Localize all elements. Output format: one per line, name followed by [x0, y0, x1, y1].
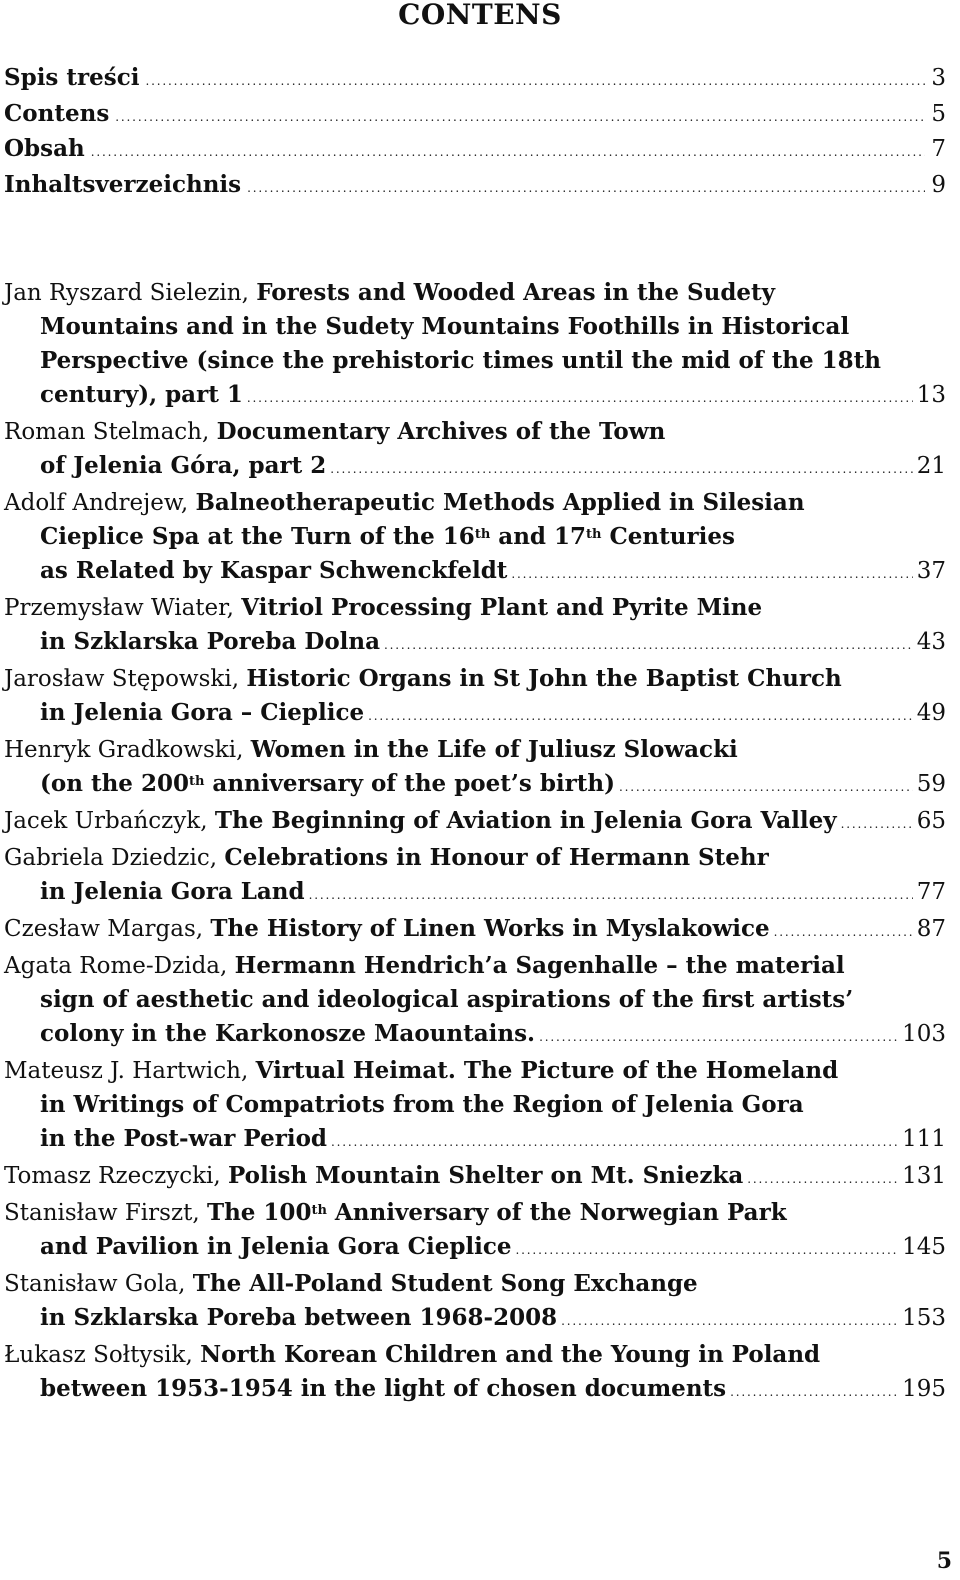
- article-title: Cieplice Spa at the Turn of the 16th and 17th Centuries: [40, 523, 735, 550]
- article-author: Tomasz Rzeczycki,: [4, 1163, 228, 1189]
- toc-article-entry: [4, 1196, 946, 1267]
- article-page: 43: [916, 629, 946, 655]
- toc-article-entry: [4, 276, 946, 415]
- article-title: between 1953-1954 in the light of chosen documents: [40, 1375, 727, 1402]
- article-title: The Beginning of Aviation in Jelenia Gora Valley: [214, 807, 837, 834]
- article-title: in Szklarska Poreba Dolna: [40, 628, 381, 655]
- toc-entry-label: Inhaltsverzeichnis: [4, 170, 242, 198]
- dot-leader: [368, 697, 913, 733]
- toc-article-line: [4, 625, 946, 662]
- article-page: 65: [916, 808, 946, 834]
- toc-entry: [4, 64, 946, 100]
- dot-leader: [539, 1018, 898, 1054]
- toc-article-line-text: [4, 1058, 838, 1084]
- article-author: Adolf Andrejew,: [4, 490, 196, 516]
- toc-article-line-text: [40, 1017, 535, 1051]
- article-page: 87: [916, 916, 946, 942]
- toc-article-text: [4, 591, 946, 662]
- toc-article-line: [4, 1267, 946, 1301]
- toc-article-line-text: [40, 1092, 804, 1118]
- toc-article-line-text: [4, 1342, 820, 1368]
- article-author: Jacek Urbańczyk,: [4, 808, 215, 834]
- toc-article-entry: [4, 912, 946, 949]
- toc-article-line: [4, 486, 946, 520]
- toc-article-entry: [4, 1267, 946, 1338]
- toc-article-line: [4, 1196, 946, 1230]
- article-author: Gabriela Dziedzic,: [4, 845, 225, 871]
- toc-article-text: [4, 415, 946, 486]
- toc-article-entry: [4, 949, 946, 1054]
- article-author: Łukasz Sołtysik,: [4, 1342, 201, 1368]
- toc-article-line: [4, 1301, 946, 1338]
- toc-article-text: [4, 486, 946, 591]
- dot-leader: [561, 1302, 898, 1338]
- toc-entry: [4, 100, 946, 136]
- dot-leader: [115, 101, 925, 127]
- dot-leader: [511, 555, 912, 591]
- toc-entry-label: Spis treści: [4, 64, 140, 91]
- dot-leader: [91, 136, 926, 162]
- toc-article-line-text: [4, 845, 769, 871]
- article-title: (on the 200th anniversary of the poet’s birth): [40, 770, 616, 797]
- toc-article-text: [4, 276, 946, 415]
- article-title: century), part 1: [40, 381, 243, 408]
- toc-article-line: [4, 1230, 946, 1267]
- toc-article-line: [4, 841, 946, 875]
- toc-article-line-text: [4, 490, 805, 516]
- article-author: Agata Rome-Dzida,: [4, 953, 235, 979]
- toc-article-text: [4, 1196, 946, 1267]
- article-title: Celebrations in Honour of Hermann Stehr: [224, 844, 769, 871]
- article-title: Balneotherapeutic Methods Applied in Silesian: [195, 489, 805, 516]
- toc-article-entry: [4, 804, 946, 841]
- dot-leader: [747, 1160, 898, 1196]
- toc-article-entry: [4, 841, 946, 912]
- article-author: Stanisław Gola,: [4, 1271, 193, 1297]
- article-title: in Szklarska Poreba between 1968-2008: [40, 1304, 558, 1331]
- toc-article-line: [4, 310, 946, 344]
- toc-article-line: [4, 449, 946, 486]
- toc-article-line: [4, 662, 946, 696]
- article-title: in Jelenia Gora Land: [40, 878, 305, 905]
- article-title: Hermann Hendrich’a Sagenhalle – the material: [234, 952, 845, 979]
- toc-article-line: [4, 344, 946, 378]
- article-title: Perspective (since the prehistoric times until the mid of the 18th: [40, 347, 882, 374]
- toc-article-entry: [4, 1054, 946, 1159]
- article-author: Roman Stelmach,: [4, 419, 217, 445]
- article-title: The All-Poland Student Song Exchange: [192, 1270, 698, 1297]
- toc-article-line-text: [40, 348, 881, 374]
- toc-article-entry: [4, 486, 946, 591]
- article-author: Stanisław Firszt,: [4, 1200, 207, 1226]
- article-list: [4, 276, 946, 1409]
- toc-article-line: [4, 554, 946, 591]
- toc-article-line-text: [40, 314, 849, 340]
- toc-article-line-text: [40, 767, 615, 801]
- toc-article-line-text: [4, 1200, 787, 1226]
- toc-article-line-text: [40, 449, 326, 483]
- toc-article-entry: [4, 415, 946, 486]
- toc-article-line: [4, 1338, 946, 1372]
- toc-article-line: [4, 696, 946, 733]
- toc-entry-page: 5: [931, 100, 946, 127]
- page-title: CONTENS: [398, 0, 562, 31]
- article-author: Mateusz J. Hartwich,: [4, 1058, 256, 1084]
- toc-article-line: [4, 591, 946, 625]
- toc-article-line-text: [4, 1159, 743, 1193]
- front-matter-list: [4, 64, 946, 206]
- article-page: 37: [916, 558, 946, 584]
- toc-article-line: [4, 767, 946, 804]
- article-title: Historic Organs in St John the Baptist Church: [246, 665, 842, 692]
- toc-article-entry: [4, 662, 946, 733]
- toc-article-line: [4, 1017, 946, 1054]
- article-title: as Related by Kaspar Schwenckfeldt: [40, 557, 508, 584]
- toc-article-line-text: [4, 912, 770, 946]
- article-title: in Writings of Compatriots from the Region of Jelenia Gora: [40, 1091, 804, 1118]
- toc-article-text: [4, 1159, 946, 1196]
- toc-article-text: [4, 804, 946, 841]
- toc-article-line-text: [4, 595, 762, 621]
- toc-entry-page: 9: [931, 171, 946, 198]
- article-author: Przemysław Wiater,: [4, 595, 242, 621]
- toc-article-line-text: [4, 419, 665, 445]
- article-page: 49: [916, 700, 946, 726]
- toc-article-text: [4, 662, 946, 733]
- toc-article-line-text: [40, 554, 507, 588]
- toc-article-entry: [4, 591, 946, 662]
- article-title: in the Post-war Period: [40, 1125, 328, 1152]
- article-page: 59: [916, 771, 946, 797]
- toc-article-line: [4, 875, 946, 912]
- toc-article-line-text: [4, 737, 738, 763]
- dot-leader: [774, 913, 913, 949]
- article-title: sign of aesthetic and ideological aspirations of the first artists’: [40, 986, 854, 1013]
- dot-leader: [841, 805, 913, 841]
- toc-article-text: [4, 1338, 946, 1409]
- toc-article-line-text: [40, 1122, 327, 1156]
- article-author: Jarosław Stępowski,: [4, 666, 247, 692]
- article-title: Women in the Life of Juliusz Slowacki: [250, 736, 738, 763]
- toc-article-entry: [4, 1159, 946, 1196]
- toc-article-text: [4, 912, 946, 949]
- dot-leader: [145, 65, 925, 91]
- toc-article-line: [4, 804, 946, 841]
- toc-article-line: [4, 1122, 946, 1159]
- article-title: The 100th Anniversary of the Norwegian Park: [206, 1199, 787, 1226]
- dot-leader: [384, 626, 913, 662]
- article-page: 13: [916, 382, 946, 408]
- article-page: 145: [902, 1234, 946, 1260]
- article-title: North Korean Children and the Young in Poland: [200, 1341, 821, 1368]
- dot-leader: [247, 379, 913, 415]
- dot-leader: [331, 1123, 898, 1159]
- toc-entry-page: 3: [931, 65, 946, 91]
- toc-article-line: [4, 1159, 946, 1196]
- toc-article-text: [4, 733, 946, 804]
- toc-article-line-text: [40, 875, 305, 909]
- toc-article-line: [4, 415, 946, 449]
- toc-article-line: [4, 1054, 946, 1088]
- toc-article-line-text: [40, 625, 380, 659]
- dot-leader: [516, 1231, 899, 1267]
- toc-article-line: [4, 276, 946, 310]
- toc-article-line-text: [4, 280, 775, 306]
- dot-leader: [619, 768, 913, 804]
- article-page: 111: [902, 1126, 946, 1152]
- toc-article-line-text: [4, 666, 842, 692]
- toc-entry-label: Obsah: [4, 135, 85, 162]
- article-page: 131: [902, 1163, 946, 1189]
- toc-article-line: [4, 378, 946, 415]
- toc-article-text: [4, 1267, 946, 1338]
- article-title: Documentary Archives of the Town: [216, 418, 666, 445]
- toc-article-entry: [4, 1338, 946, 1409]
- toc-article-line-text: [40, 1372, 726, 1406]
- article-title: The History of Linen Works in Myslakowice: [210, 915, 770, 942]
- dot-leader: [730, 1373, 898, 1409]
- toc-entry: [4, 171, 946, 207]
- article-title: Forests and Wooded Areas in the Sudety: [256, 279, 776, 306]
- toc-article-line-text: [4, 804, 837, 838]
- article-title: colony in the Karkonosze Maountains.: [40, 1020, 536, 1047]
- toc-entry-label: Contens: [4, 99, 110, 127]
- dot-leader: [330, 450, 912, 486]
- toc-article-text: [4, 1054, 946, 1159]
- toc-article-line-text: [4, 1271, 698, 1297]
- page-number: 5: [936, 1548, 952, 1574]
- toc-article-line-text: [40, 524, 735, 550]
- toc-article-line: [4, 733, 946, 767]
- toc-article-line-text: [40, 378, 243, 412]
- toc-entry: [4, 135, 946, 171]
- article-page: 103: [902, 1021, 946, 1047]
- toc-article-line: [4, 949, 946, 983]
- article-page: 195: [902, 1376, 946, 1402]
- toc-article-line: [4, 983, 946, 1017]
- toc-article-line-text: [40, 696, 364, 730]
- article-title: Vitriol Processing Plant and Pyrite Mine: [241, 594, 763, 621]
- article-author: Henryk Gradkowski,: [4, 737, 251, 763]
- toc-article-line: [4, 1372, 946, 1409]
- toc-article-text: [4, 949, 946, 1054]
- article-author: Jan Ryszard Sielezin,: [4, 280, 257, 306]
- toc-article-line-text: [40, 987, 853, 1013]
- toc-article-line-text: [40, 1230, 512, 1264]
- toc-article-line: [4, 912, 946, 949]
- toc-article-line-text: [40, 1301, 557, 1335]
- article-author: Czesław Margas,: [4, 916, 211, 942]
- article-title: of Jelenia Góra, part 2: [40, 452, 327, 479]
- toc-article-line: [4, 1088, 946, 1122]
- dot-leader: [247, 172, 925, 198]
- article-title: Mountains and in the Sudety Mountains Foothills in Historical: [40, 313, 850, 340]
- article-title: in Jelenia Gora – Cieplice: [40, 699, 365, 726]
- toc-article-text: [4, 841, 946, 912]
- article-title: Virtual Heimat. The Picture of the Homeland: [255, 1057, 839, 1084]
- dot-leader: [309, 876, 913, 912]
- article-title: and Pavilion in Jelenia Gora Cieplice: [40, 1233, 512, 1260]
- article-page: 77: [916, 879, 946, 905]
- article-page: 153: [902, 1305, 946, 1331]
- toc-article-line-text: [4, 953, 845, 979]
- article-page: 21: [916, 453, 946, 479]
- toc-article-line: [4, 520, 946, 554]
- toc-article-entry: [4, 733, 946, 804]
- article-title: Polish Mountain Shelter on Mt. Sniezka: [228, 1162, 744, 1189]
- toc-entry-page: 7: [931, 136, 946, 162]
